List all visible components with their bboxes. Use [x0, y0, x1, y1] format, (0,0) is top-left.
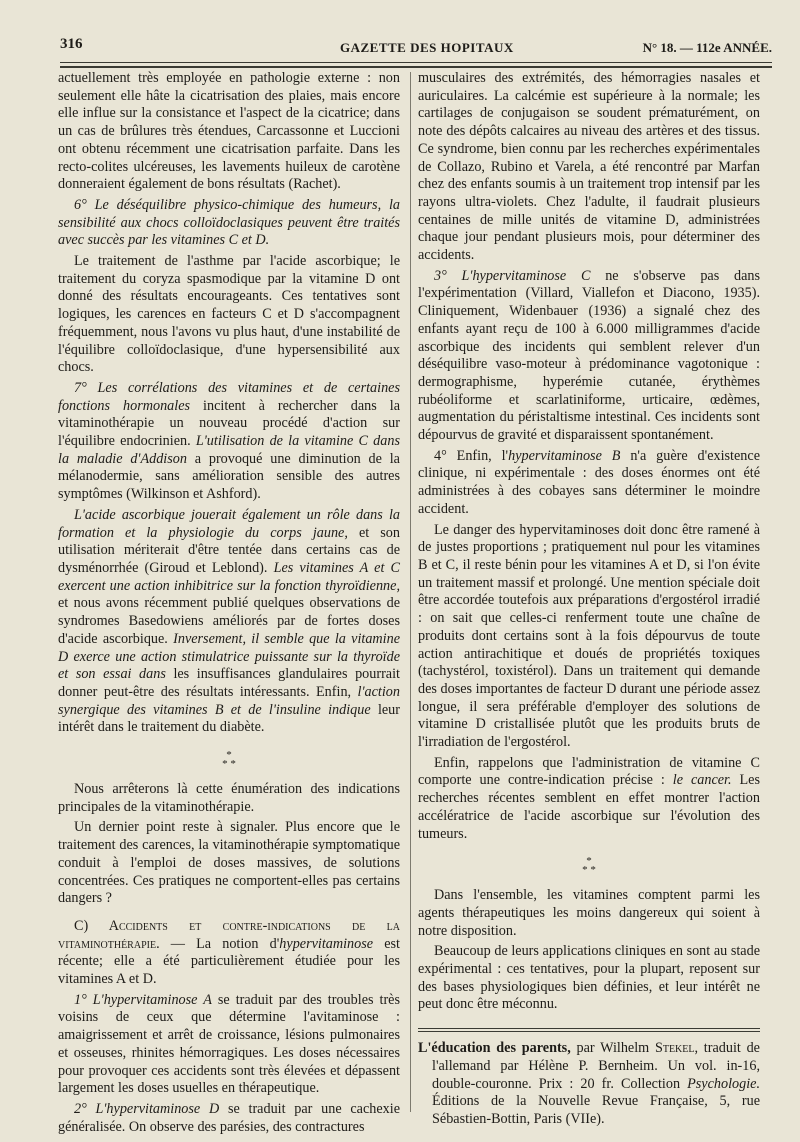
text-run: et nous avons récemment publié quelques observations de syndromes Basedowiens améliorés par de fortes doses d'acide ascorbique.: [58, 595, 400, 647]
paragraph: Le danger des hypervitaminoses doit donc être ramené à de justes proportions ; pratiquement nul pour les vitamines B et C, il reste bénin pour les vitamines A et D, si l'on évite un traitement massif et prolongé. Une mention spéciale doit être accordée toutefois aux préparations d'ergostérol irradié : on sait que celles-ci renferment toute une chaîne de produits dont certains sont à la fois dépourvus de toute action antirachitique et doués de propriétés toxiques (tachystérol, toxistérol). Dans un traitement qui demande des doses importantes de facteur D durant une période assez longue, il sera préférable d'employer des solutions de vitamine D cristallisée plutôt que les produits bruts de l'irradiation de l'ergostérol.: [418, 521, 760, 751]
text-run: n'a guère d'existence clinique, ni expérimentale : des doses énormes ont été administrées à des cobayes sans déterminer le moindre accident.: [418, 447, 760, 517]
book-notice: [418, 1040, 760, 1129]
paragraph: [58, 918, 400, 989]
paragraph: [58, 507, 400, 737]
paragraph: [418, 755, 760, 844]
italic-heading: 2° L'hypervitaminose D: [74, 1100, 220, 1117]
book-author: Stekel: [654, 1040, 695, 1057]
page-header: [60, 36, 772, 60]
italic-run: Psychologie.: [687, 1075, 760, 1092]
italic-heading: 7° Les corrélations des vitamines et de certaines fonctions hormonales: [58, 379, 400, 414]
header-rule-thick: [60, 66, 772, 68]
italic-run: L'acide ascorbique jouerait également un rôle dans la formation et la physiologie du corps jaune,: [58, 506, 400, 541]
text-run: , traduit de l'allemand par Hélène P. Bernheim. Un vol. in-16, double-couronne. Prix : 20 fr. Collection: [432, 1040, 760, 1092]
text-run: incitent à rechercher dans la vitaminothérapie un nouveau procédé d'action sur l'équilibre endocrinien.: [58, 397, 401, 450]
text-run: et son utilisation mériterait d'être tentée dans certains cas de dysménorrhée (Giroud et Leblond).: [58, 524, 400, 576]
paragraph: [58, 992, 400, 1098]
right-column: [418, 70, 760, 1132]
section-asterisks: * * *: [222, 749, 236, 771]
paragraph: [418, 448, 760, 519]
italic-heading: 3° L'hypervitaminose C: [434, 267, 591, 284]
italic-run: L'utilisation de la vitamine C dans la maladie d'Addison: [58, 433, 400, 467]
text-run: par Wilhelm: [570, 1040, 655, 1057]
text-run: Les recherches récentes semblent en effet montrer l'action accélératrice de l'acide ascorbique sur l'évolution des tumeurs.: [418, 772, 760, 842]
text-run: a provoqué une diminution de la mélanodermie, sans amélioration sensible des autres symptômes (Wilkinson et Ashford).: [58, 450, 400, 503]
paragraph: Nous arrêterons là cette énumération des indications principales de la vitaminothérapie.: [58, 781, 400, 815]
book-notice-rule: [418, 1031, 760, 1032]
italic-run: hypervitaminose B: [508, 447, 621, 464]
section-asterisks: * * *: [582, 855, 596, 877]
text-run: se traduit par une cachexie généralisée. On observe des parésies, des contractures: [58, 1100, 400, 1135]
italic-run: Les vitamines A et C exercent une action inhibitrice sur la fonction thyroïdienne,: [58, 559, 400, 594]
paragraph: Le traitement de l'asthme par l'acide ascorbique; le traitement du coryza spasmodique par la vitamine D ont donné des résultats encourageants. Ces tentatives sont logiques, les carences en facteurs C et D s'accompagnent fréquemment, nous l'avons vu plus haut, d'une instabilité de l'équilibre colloïdoclasique, d'une hypersensibilité aux chocs.: [58, 253, 400, 376]
text-run: — La notion d': [159, 935, 280, 952]
text-run: Éditions de la Nouvelle Revue Française, 5, rue Sébastien-Bottin, Paris (VIIe).: [432, 1093, 760, 1127]
paragraph: musculaires des extrémités, des hémorragies nasales et auriculaires. La calcémie est supérieure à la normale; les cartilages de conjugaison se soudent prématurément, on note des dépôts calcaires au niveau des artères et des tissus. Ce syndrome, bien connu par les recherches expérimentales de Collazo, Rubino et Varela, a été rencontré par Marfan chez des enfants soumis à un traitement trop intensif par les rayons ultra-violets. Chez l'adulte, il faudrait plusieurs centaines de mille unités de vitamine D, administrées chaque jour pendant plusieurs mois, pour déterminer des accidents.: [418, 70, 760, 264]
paragraph: Un dernier point reste à signaler. Plus encore que le traitement des carences, la vitaminothérapie symptomatique conduit à l'emploi de doses massives, de solutions concentrées. Ces pratiques ne comportent-elles pas certains dangers ?: [58, 819, 400, 907]
italic-heading: 6° Le déséquilibre physico-chimique des humeurs, la sensibilité aux chocs colloïdoclasiques peuvent être traités avec succès par les vitamines C et D.: [58, 196, 400, 249]
book-title: L'éducation des parents,: [418, 1040, 571, 1057]
italic-run: hypervitaminose: [279, 935, 374, 952]
italic-run: le cancer.: [672, 772, 732, 789]
paragraph: [58, 197, 400, 250]
paragraph: [58, 380, 400, 504]
column-divider: [410, 72, 411, 1112]
issue-number: N° 18. — 112e ANNÉE.: [642, 40, 772, 55]
page-number: 316: [60, 36, 83, 52]
italic-heading: 1° L'hypervitaminose A: [74, 991, 212, 1008]
section-heading: C) Accidents et contre-indications de la vitaminothérapie.: [58, 917, 400, 952]
text-run: leur intérêt dans le traitement du diabète.: [58, 701, 401, 736]
text-run: Enfin, rappelons que l'administration de vitamine C comporte une contre-indication précise :: [418, 754, 760, 789]
paragraph: Beaucoup de leurs applications cliniques en sont au stade expérimental : ces tentatives, pour la plupart, reposent sur des bases physiologiques bien définies, et leur intérêt ne peut donc être méconnu.: [418, 943, 760, 1013]
text-run: est récente; elle a été particulièrement étudiée pour les vitamines A et D.: [58, 935, 400, 988]
text-run: 4° Enfin, l': [434, 447, 509, 464]
running-title: GAZETTE DES HOPITAUX: [340, 40, 514, 55]
book-notice-rule: [418, 1028, 760, 1029]
text-run: les insuffisances glandulaires pourrait donner peut-être des résultats intéressants. Enfin,: [58, 666, 400, 700]
paragraph: [58, 1101, 400, 1136]
text-run: se traduit par des troubles très voisins de ceux que détermine l'avitaminose : amaigrissement et arrêt de croissance, lésions pulmonaires et osseuses, rhinites hémorragiques. Les doses nécessaires pour provoquer ces accidents sont très élevées et dépassent largement les doses usuelles en thérapeutique.: [58, 991, 400, 1097]
paragraph: actuellement très employée en pathologie externe : non seulement elle hâte la cicatrisation des plaies, mais encore elle influe sur la consistance et l'aspect de la cicatrice; dans un cas de brûlures très étendues, Carcassonne et Luccioni ont obtenu récemment une cicatrisation parfaite. Dans les recto-colites ulcéreuses, les lavements huileux de carotène donneraient également de bons résultats (Rachet).: [58, 70, 400, 193]
left-column: [58, 70, 400, 1139]
text-run: ne s'observe pas dans l'expérimentation (Villard, Viallefon et Diacono, 1935). Cliniquement, Widenbauer (1936) a signalé chez des enfants ayant reçu de 100 à 6.000 milligrammes d'acide ascorbique des incidents qui semblent relever d'un déséquilibre vaso-moteur à prédominance vagotonique : dermographisme, hyperémie cutanée, érythèmes rubéoliforme et scarlatiniforme, urticaire, œdèmes, augmentation du péristaltisme intestinal. Ces incidents sont dépourvus de gravité et disparaissent spontanément.: [418, 267, 760, 444]
italic-run: Inversement, il semble que la vitamine D exerce une action stimulatrice puissante sur la thyroïde et son essai dans: [58, 630, 401, 683]
paragraph: [418, 268, 760, 445]
header-rule: [60, 62, 772, 63]
italic-run: l'action synergique des vitamines B et de l'insuline indique: [58, 683, 400, 718]
paragraph: Dans l'ensemble, les vitamines comptent parmi les agents thérapeutiques les moins dangereux qui soient à notre disposition.: [418, 887, 760, 939]
